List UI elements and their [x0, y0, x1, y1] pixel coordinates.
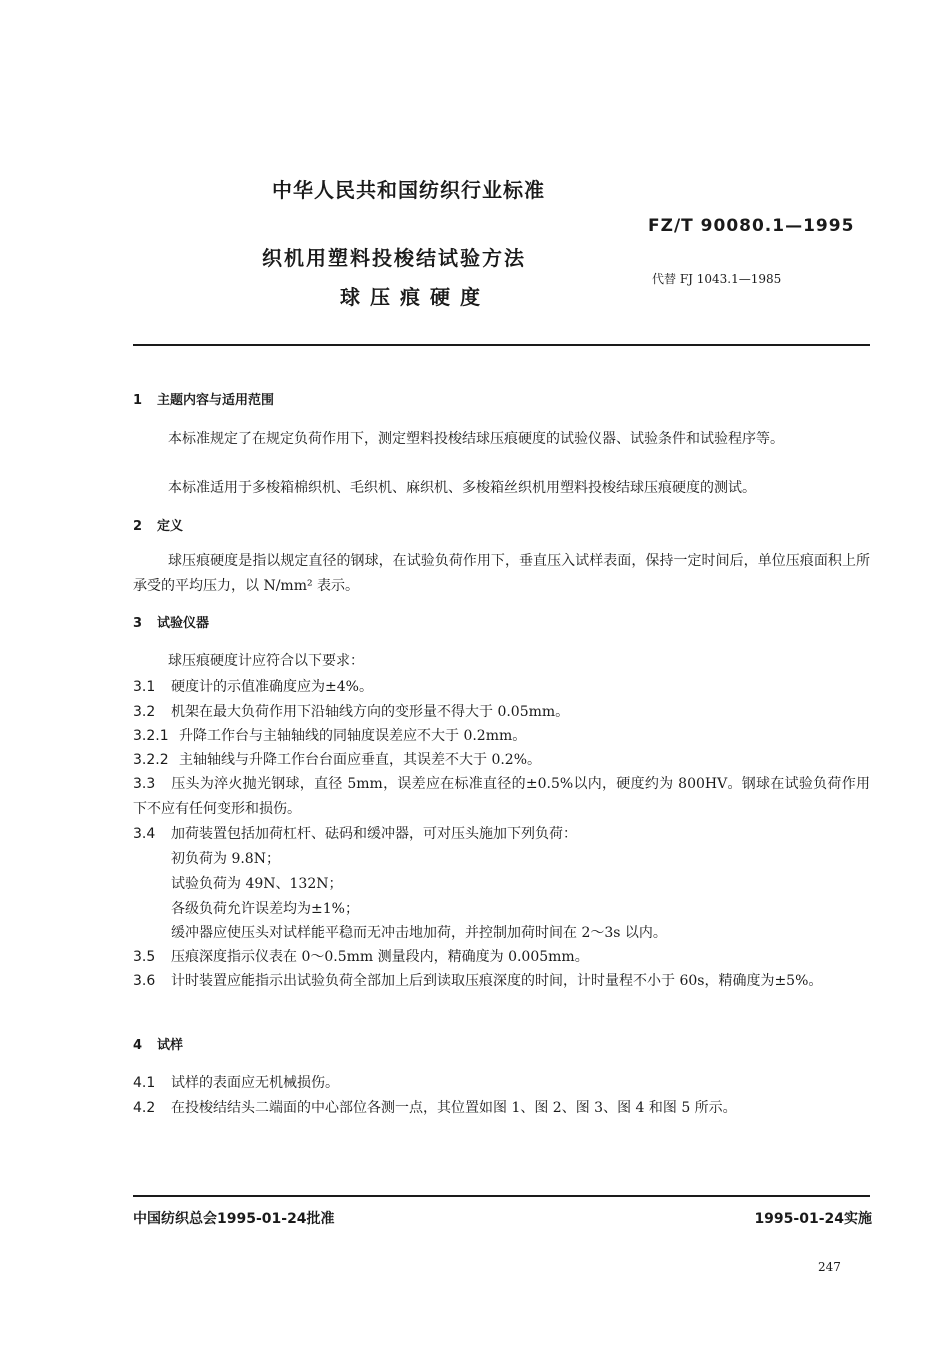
- section-title: 试样: [157, 1038, 184, 1053]
- clause-3-2: [133, 701, 569, 721]
- standard-code: FZ/T 90080.1—1995: [648, 216, 855, 236]
- section-number: 4: [133, 1038, 143, 1053]
- paragraph: 本标准规定了在规定负荷作用下，测定塑料投梭结球压痕硬度的试验仪器、试验条件和试验程序等。: [168, 431, 784, 447]
- section-title: 试验仪器: [157, 616, 210, 631]
- clause-text: 压痕深度指示仪表在 0～0.5mm 测量段内，精确度为 0.005mm。: [171, 949, 589, 965]
- section-number: 2: [133, 519, 143, 534]
- clause-3-2-2: [133, 749, 541, 769]
- paragraph: 球压痕硬度是指以规定直径的钢球，在试验负荷作用下，垂直压入试样表面，保持一定时间后，单位压痕面积上所承受的平均压力，以 N/mm² 表示。: [133, 553, 870, 594]
- clause-number: 3.2.1: [133, 728, 169, 744]
- clause-number: 3.6: [133, 973, 156, 989]
- clause-text: 机架在最大负荷作用下沿轴线方向的变形量不得大于 0.05mm。: [171, 704, 570, 720]
- clause-number: 3.3: [133, 776, 156, 792]
- clause-text: 加荷装置包括加荷杠杆、砝码和缓冲器，可对压头施加下列负荷：: [171, 826, 577, 842]
- section-2-heading: [133, 515, 183, 534]
- document-title-line1: 织机用塑料投梭结试验方法: [262, 246, 526, 270]
- clause-text: 升降工作台与主轴轴线的同轴度误差应不大于 0.2mm。: [179, 728, 527, 744]
- clause-text: 硬度计的示值准确度应为±4%。: [171, 679, 373, 695]
- page-number: 247: [818, 1260, 841, 1274]
- section-3-heading: [133, 612, 209, 631]
- replaces-standard: 代替 FJ 1043.1—1985: [652, 272, 782, 286]
- implementation-date: 1995-01-24实施: [754, 1211, 872, 1227]
- clause-number: 3.2.2: [133, 752, 169, 768]
- clause-3-4: [133, 823, 577, 843]
- clause-text: 在投梭结结头二端面的中心部位各测一点，其位置如图 1、图 2、图 3、图 4 和图 5 所示。: [171, 1100, 737, 1116]
- section-number: 1: [133, 393, 143, 408]
- load-line: 试验负荷为 49N、132N；: [171, 876, 343, 892]
- load-line: 各级负荷允许误差均为±1%；: [171, 901, 359, 917]
- clause-4-2: [133, 1097, 737, 1117]
- clause-3-3: [133, 772, 870, 822]
- load-line: 初负荷为 9.8N；: [171, 851, 280, 867]
- document-title-line2: 球压痕硬度: [340, 285, 490, 309]
- clause-number: 3.4: [133, 826, 156, 842]
- paragraph: 球压痕硬度计应符合以下要求：: [168, 653, 364, 669]
- header-divider: [133, 344, 870, 346]
- clause-3-5: [133, 946, 589, 966]
- section-4-heading: [133, 1034, 183, 1053]
- clause-3-6: [133, 969, 870, 994]
- clause-text: 计时装置应能指示出试验负荷全部加上后到读取压痕深度的时间，计时量程不小于 60s，精确度为±5%。: [171, 973, 823, 989]
- clause-number: 3.2: [133, 704, 156, 720]
- approval-statement: 中国纺织总会1995-01-24批准: [133, 1211, 335, 1227]
- clause-number: 4.2: [133, 1100, 156, 1116]
- section-title: 定义: [157, 519, 184, 534]
- section-1-heading: [133, 389, 274, 408]
- clause-number: 3.5: [133, 949, 156, 965]
- clause-number: 3.1: [133, 679, 156, 695]
- clause-text: 试样的表面应无机械损伤。: [171, 1075, 339, 1091]
- standard-category: 中华人民共和国纺织行业标准: [272, 178, 545, 202]
- clause-3-2-1: [133, 725, 526, 745]
- footer-divider: [133, 1195, 870, 1197]
- clause-3-1: [133, 676, 373, 696]
- clause-text: 压头为淬火抛光钢球，直径 5mm，误差应在标准直径的±0.5%以内，硬度约为 800HV。钢球在试验负荷作用下不应有任何变形和损伤。: [133, 776, 870, 817]
- clause-number: 4.1: [133, 1075, 156, 1091]
- load-line: 缓冲器应使压头对试样能平稳而无冲击地加荷，并控制加荷时间在 2～3s 以内。: [171, 925, 667, 941]
- paragraph: 本标准适用于多梭箱棉织机、毛织机、麻织机、多梭箱丝织机用塑料投梭结球压痕硬度的测试。: [168, 480, 756, 496]
- clause-text: 主轴轴线与升降工作台台面应垂直，其误差不大于 0.2%。: [179, 752, 542, 768]
- clause-4-1: [133, 1072, 339, 1092]
- section-number: 3: [133, 616, 143, 631]
- section-title: 主题内容与适用范围: [157, 393, 275, 408]
